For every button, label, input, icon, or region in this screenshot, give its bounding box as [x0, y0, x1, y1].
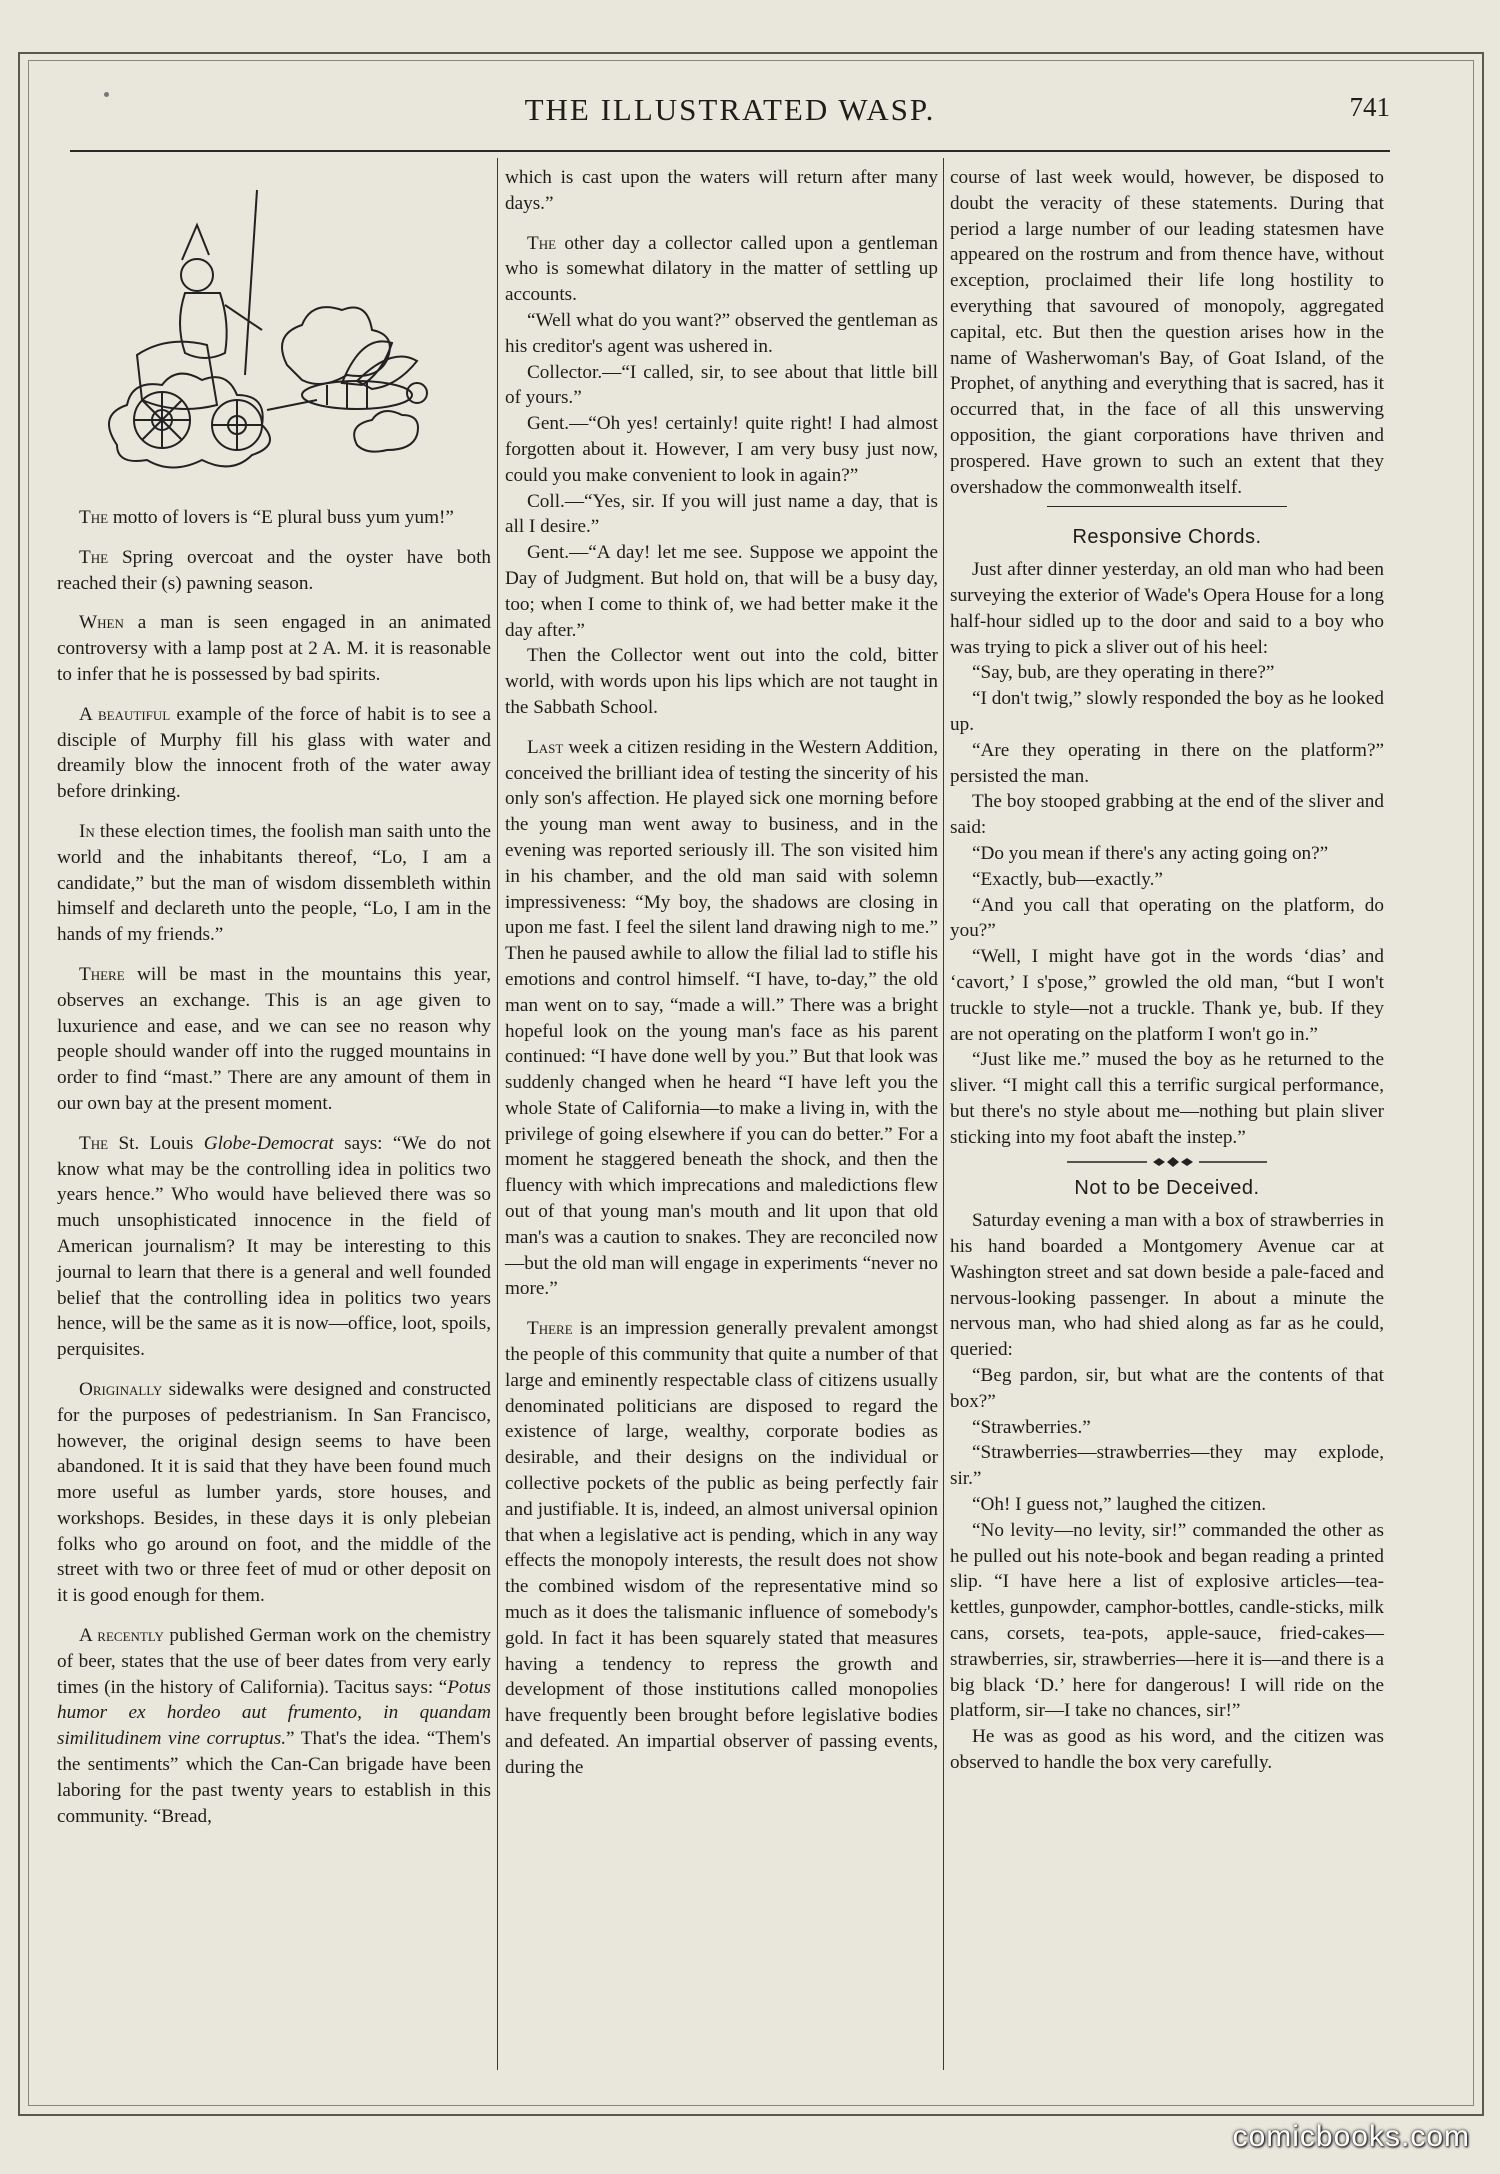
paragraph-text: example of the force of habit is to see a disciple of Murphy fill his glass with water and dreamily blow the innocent froth of the water away before drinking.: [57, 703, 491, 803]
paragraph-text: motto of lovers is “E plural buss yum yum!”: [108, 507, 454, 528]
column-rule-2: [943, 158, 944, 2070]
column-2: [505, 165, 938, 1781]
ornament-icon: [1067, 1156, 1267, 1168]
paragraph-text: published German work on the chemistry of beer, states that the use of beer dates from very early times (in the history of California). Tacitus says: “: [57, 1625, 491, 1698]
dialogue-line: “Say, bub, are they operating in there?”: [972, 662, 1275, 684]
paragraph-text: course of last week would, however, be disposed to doubt the veracity of these statements. During that period a large number of our leading statesmen have appeared on the rostrum and from thence have, without exception, proclaimed their life long hostility to everything that savoured of monopoly, aggregated capital, etc. But then the question arises how in the name of Washerwoman's Bay, of Goat Island, of the Prophet, of anything and everything that is sacred, has it occurred that, in the face of all this unswerving opposition, the giant corporations have thriven and prospered. Have grown to such an extent that they overshadow the commonwealth itself.: [950, 167, 1384, 498]
dialogue-line: “Beg pardon, sir, but what are the contents of that box?”: [950, 1365, 1384, 1412]
lead-word: A beautiful: [79, 703, 171, 725]
latin-quotation: Potus humor ex hordeo aut frumento, in quandam similitudinem vine corruptus.: [57, 1676, 491, 1750]
page-header: [70, 92, 1390, 132]
lead-word: The: [527, 232, 557, 254]
dialogue-line: “Strawberries.”: [972, 1416, 1091, 1438]
paragraph-text: sidewalks were designed and constructed for the purposes of pedestrianism. In San Francisco, however, the original design seems to have been abandoned. It it is said that they have been found much more useful as lumber yards, store houses, and workshops. Besides, in these days it is only plebeian folks who go around on foot, and the middle of the street with two or three feet of mud or other deposit on it is good enough for them.: [57, 1378, 491, 1607]
paragraph-text: He was as good as his word, and the citizen was observed to handle the box very carefully.: [950, 1726, 1384, 1774]
paper-speck: [104, 92, 109, 97]
dialogue-line: “Well what do you want?” observed the gentleman as his creditor's agent was ushered in.: [505, 309, 938, 357]
article-end-rule: [1047, 506, 1287, 507]
dialogue-line: “Just like me.” mused the boy as he returned to the sliver. “I might call this a terrific surgical performance, but there's no style about me—nothing but plain sliver sticking into my foot abaft the instep.”: [950, 1049, 1384, 1148]
paragraph-text: week a citizen residing in the Western Addition, conceived the brilliant idea of testing the sincerity of his only son's affection. He played sick one morning before the young man went away to business, and in the evening was reported seriously ill. The son visited him in his chamber, and the old man said with solemn impressiveness: “My boy, the shadows are closing in upon me fast. I feel the silent land drawing nigh to me.” Then he paused awhile to allow the filial lad to stifle his emotions and control himself. “I have, to-day,” the old man went on to say, “made a will.” There was a bright hopeful look on the young man's face as his parent continued: “I have done well by you.” But that look was suddenly changed when he heard “I have left you the whole State of California—to make a living in, with the privilege of going elsewhere if you can do better.” For a moment he staggered beneath the shock, and then the fluency with which imprecations and maledictions flew out of that young man's mouth and lit upon that old man's was a caution to snakes. They are reconciled now—but the old man will engage in experiments “never no more.”: [505, 736, 938, 1300]
dialogue-line: Gent.—“Oh yes! certainly! quite right! I had almost forgotten about it. However, I am very busy just now, could you make convenient to look in again?”: [505, 413, 938, 486]
dialogue-line: Coll.—“Yes, sir. If you will just name a day, that is all I desire.”: [505, 490, 938, 538]
header-rule: [70, 150, 1390, 152]
lead-word: There: [79, 963, 125, 985]
dialogue-line: Gent.—“A day! let me see. Suppose we appoint the Day of Judgment. But hold on, that will be a busy day, too; when I come to think of, we had better make it the day after.”: [505, 542, 938, 641]
paragraph-text: Just after dinner yesterday, an old man who had been surveying the exterior of Wade's Opera House for a long half-hour sidled up to the door and said to a boy who was trying to pick a sliver out of his heel:: [950, 559, 1384, 658]
lead-word: The: [79, 546, 109, 568]
paragraph-text: these election times, the foolish man saith unto the world and the inhabitants thereof, “Lo, I am a candidate,” but the man of wisdom dissembleth within himself and declareth unto the people, “Lo, I am in the hands of my friends.”: [57, 820, 491, 946]
dialogue-line: “I don't twig,” slowly responded the boy as he looked up.: [950, 688, 1384, 735]
page-number: 741: [1349, 92, 1390, 122]
paragraph-text: ” That's the idea. “Them's the sentiments” which the Can-Can brigade have been laboring for the past twenty years to establish in this community. “Bread,: [57, 1728, 491, 1827]
dialogue-line: The boy stooped grabbing at the end of the sliver and said:: [950, 791, 1384, 839]
paragraph-text: Spring overcoat and the oyster have both reached their (s) pawning season.: [57, 546, 491, 594]
section-heading: Not to be Deceived.: [1074, 1177, 1260, 1200]
lead-word: A recently: [79, 1625, 164, 1647]
lead-word: There: [527, 1318, 573, 1340]
paragraph-text: says: “We do not know what may be the controlling idea in politics two years hence.” Who would have believed there was so much unsophisticated innocence in the field of American journalism? It may be interesting to this journal to learn that there is a general and well founded belief that the controlling idea in politics two years hence, will be the same as it is now—office, loot, spoils, perquisites.: [57, 1132, 491, 1361]
dialogue-line: Collector.—“I called, sir, to see about that little bill of yours.”: [505, 361, 938, 409]
lead-word: In: [79, 820, 95, 842]
paragraph-text: will be mast in the mountains this year, observes an exchange. This is an age given to luxurience and ease, and we can see no reason why people should wander off into the rugged mountains in order to find “mast.” There are any amount of them in our own bay at the present moment.: [57, 963, 491, 1114]
column-rule-1: [497, 158, 498, 2070]
dialogue-line: “Are they operating in there on the platform?” persisted the man.: [950, 739, 1384, 787]
watermark: comicbooks.com: [1232, 2120, 1470, 2153]
paragraph-text: other day a collector called upon a gentleman who is somewhat dilatory in the matter of settling up accounts.: [505, 232, 938, 306]
dialogue-line: “Exactly, bub—exactly.”: [972, 868, 1163, 890]
masthead-title: THE ILLUSTRATED WASP.: [524, 92, 936, 127]
dialogue-line: “Oh! I guess not,” laughed the citizen.: [972, 1494, 1267, 1516]
column-3: [950, 165, 1384, 1776]
cherub-chariot-drawn-by-wasp-icon: [57, 165, 491, 495]
paragraph-text: is an impression generally prevalent amongst the people of this community that quite a number of that large and eminently respectable class of citizens usually denominated politicians are disposed to regard the existence of large, wealthy, corporate bodies as desirable, and their designs on the individual or collective pockets of the public as being perfectly fair and justifiable. It is, indeed, an almost universal opinion that when a legislative act is pending, which in any way effects the monopoly interests, the result does not show the combined wisdom of the representative mind so much as it does the talismanic influence of somebody's gold. In fact it has been squarely stated that measures having a tendency to repress the growth and development of those institutions called monopolies have frequently been brought before legislative bodies and defeated. An impartial observer of passing events, during the: [505, 1318, 938, 1778]
paragraph-text: Saturday evening a man with a box of strawberries in his hand boarded a Montgomery Avenue car at Washington street and sat down beside a pale-faced and nervous-looking passenger. In about a minute the nervous man, who had shied along as far as he could, queried:: [950, 1210, 1384, 1361]
dialogue-line: “No levity—no levity, sir!” commanded the other as he pulled out his note-book and began reading a printed slip. “I have here a list of explosive articles—tea-kettles, gunpowder, camphor-bottles, candle-sticks, milk cans, corsets, tea-pots, apple-sauce, fried-cakes—strawberries, sir, strawberries—here it is—and there is a big black ‘D.’ here for dangerous! I will ride on the platform, sir—I take no chances, sir!”: [950, 1519, 1384, 1722]
paragraph-text: which is cast upon the waters will return after many days.”: [505, 167, 938, 214]
lead-word: The: [79, 1132, 109, 1154]
dialogue-line: “Do you mean if there's any acting going on?”: [972, 842, 1329, 864]
dialogue-line: “And you call that operating on the platform, do you?”: [950, 894, 1384, 942]
dialogue-line: Then the Collector went out into the cold, bitter world, with words upon his lips which are not taught in the Sabbath School.: [505, 645, 938, 718]
newspaper-title: Globe-Democrat: [203, 1132, 334, 1154]
lead-word: Originally: [79, 1378, 163, 1400]
lead-word: Last: [527, 736, 564, 758]
column-1: [57, 165, 491, 1829]
paragraph-text: St. Louis: [108, 1132, 204, 1154]
dialogue-line: “Strawberries—strawberries—they may explode, sir.”: [950, 1442, 1384, 1490]
paragraph-text: a man is seen engaged in an animated controversy with a lamp post at 2 A. M. it is reasonable to infer that he is possessed by bad spirits.: [57, 612, 491, 685]
section-heading: Responsive Chords.: [1072, 526, 1262, 549]
ornamental-divider: [950, 1156, 1384, 1168]
lead-word: The: [79, 507, 109, 528]
dialogue-line: “Well, I might have got in the words ‘dias’ and ‘cavort,’ I s'pose,” growled the old man, “but I won't truckle to style—not a truckle. Thank ye, bub. If they are not operating on the platform I won't go in.”: [950, 946, 1384, 1045]
lead-word: When: [79, 612, 124, 634]
